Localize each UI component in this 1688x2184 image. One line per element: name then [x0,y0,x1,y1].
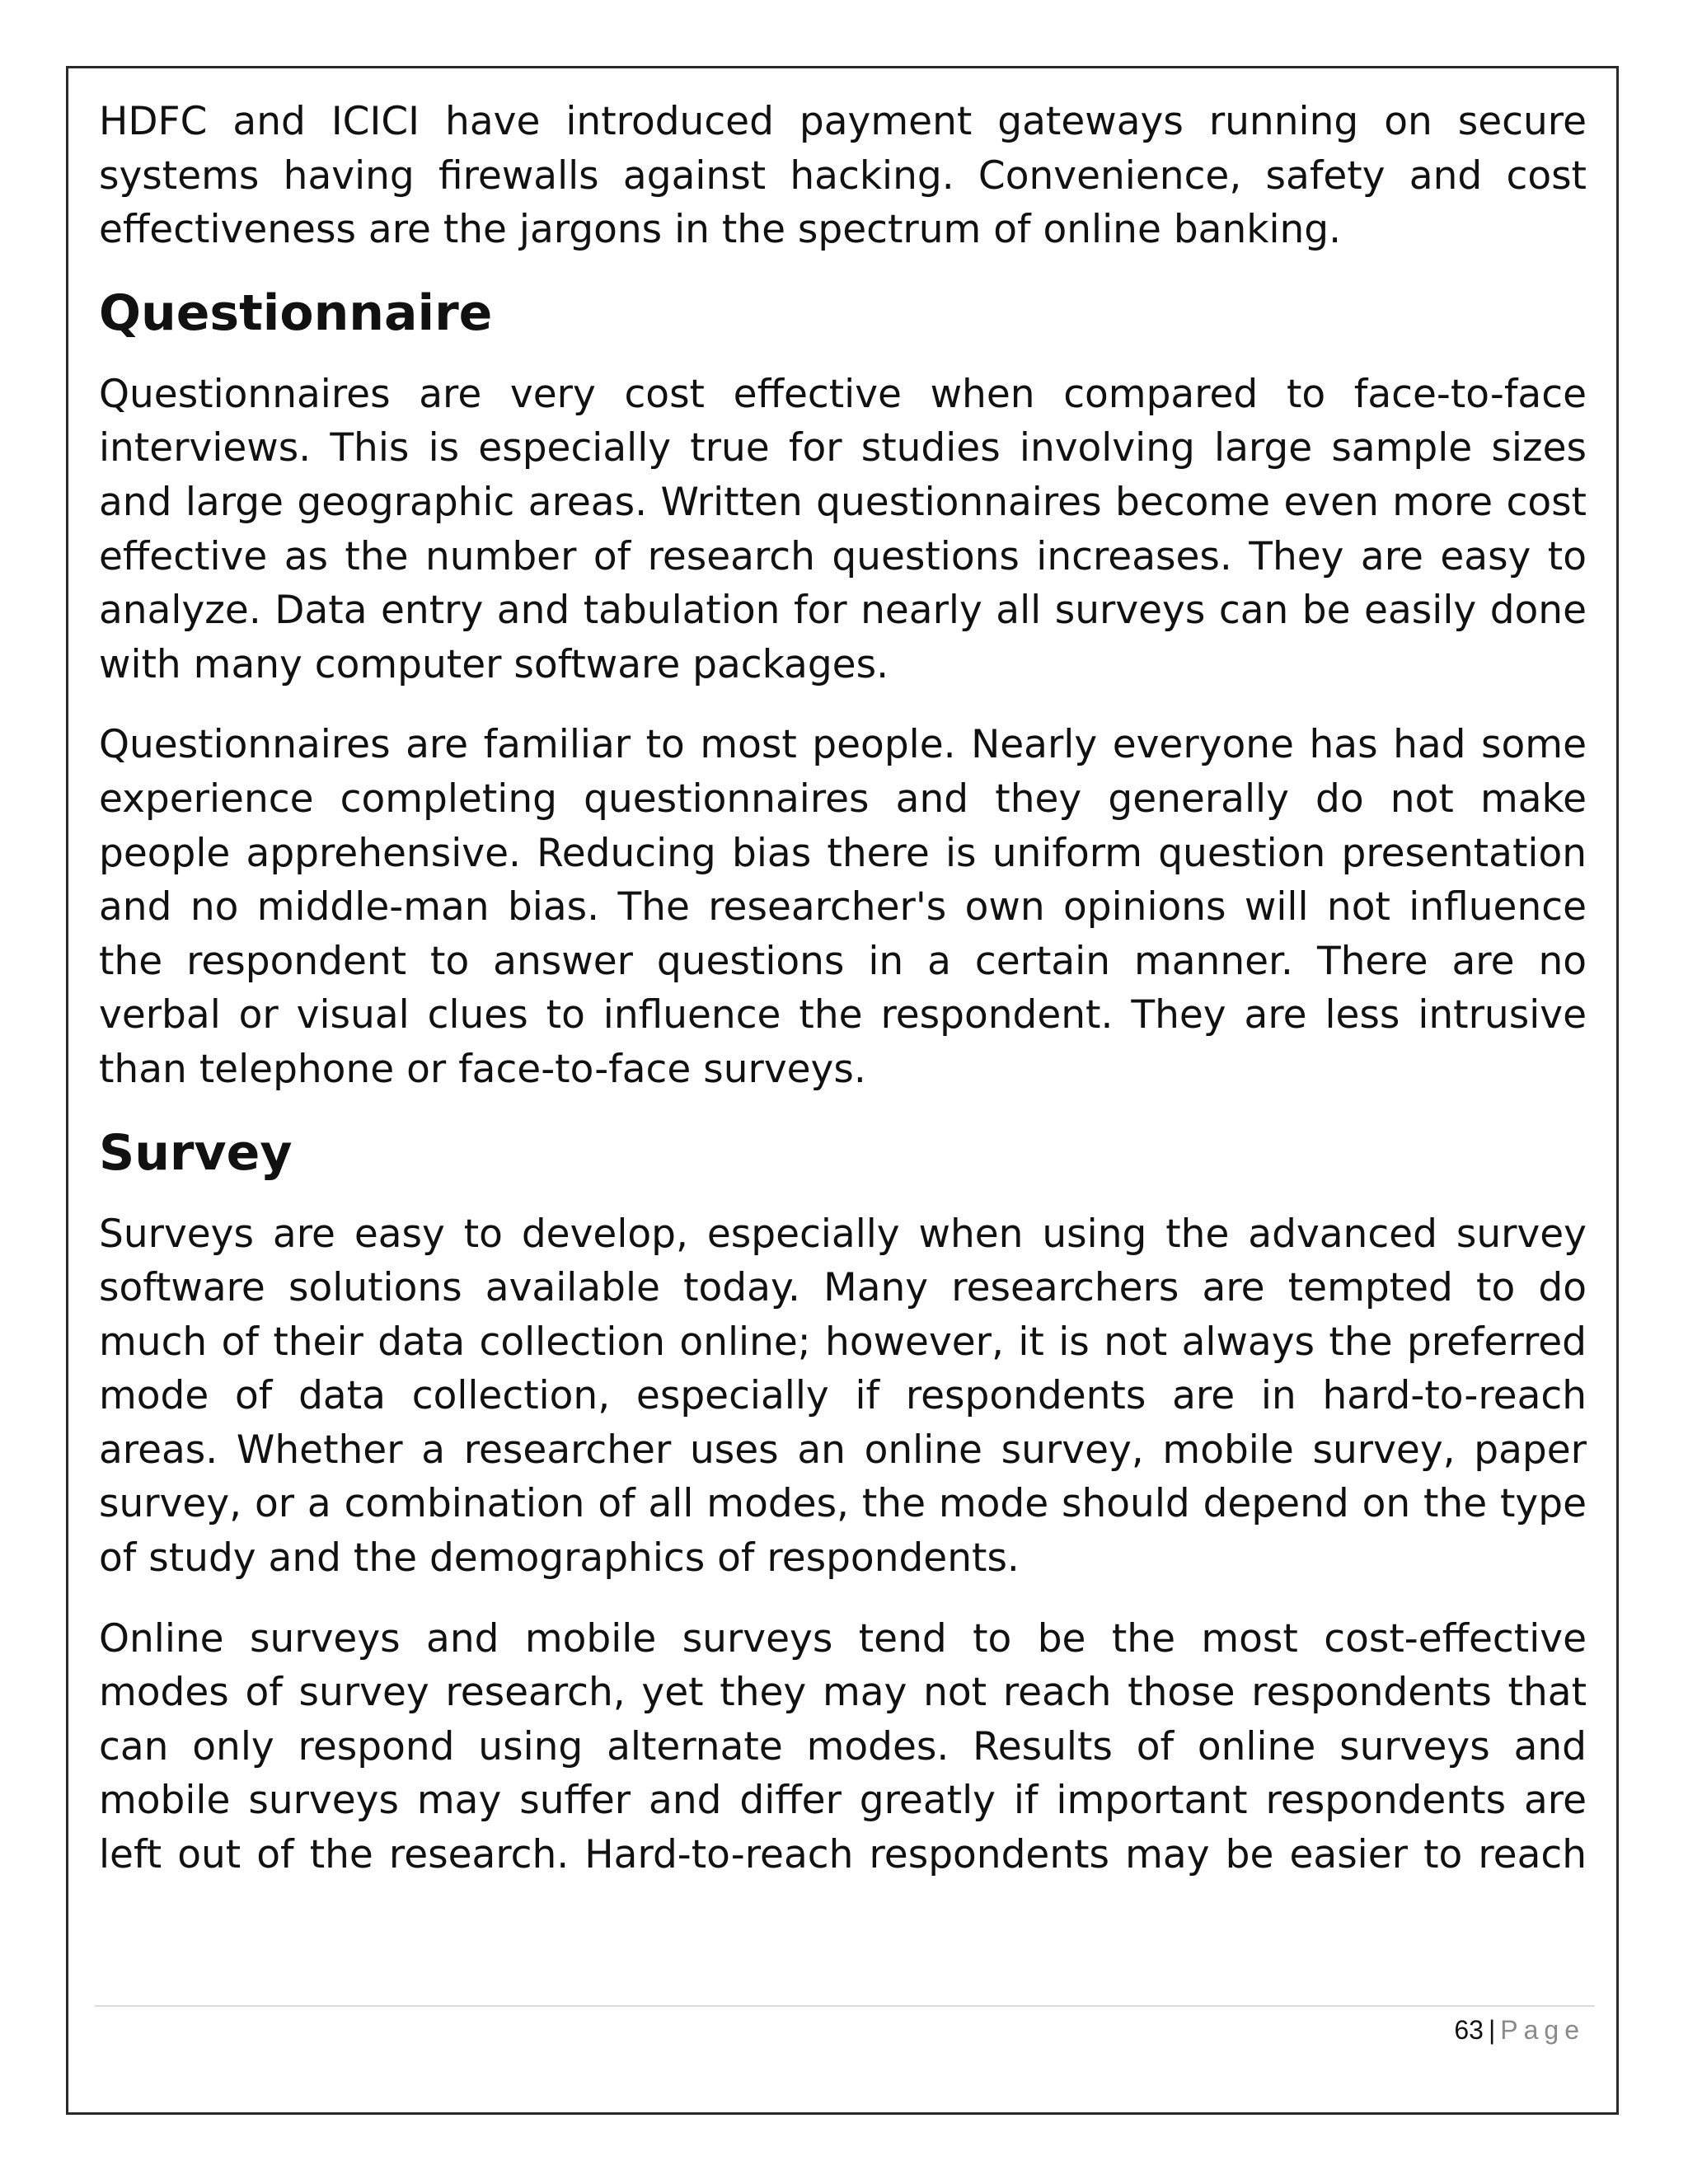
questionnaire-paragraph-2: Questionnaires are familiar to most people. Nearly everyone has had some experience completing questionnaires and they generally do not make people apprehensive. Reducing bias there is uniform question presentation and no middle-man bias. The researcher's own opinions will not influence the respondent to answer questions in a certain manner. There are no verbal or visual clues to influence the respondent. They are less intrusive than telephone or face-to-face surveys. [99,722,1587,1092]
questionnaire-paragraph-1: Questionnaires are very cost effective when compared to face-to-face interviews. This is especially true for studies involving large sample sizes and large geographic areas. Written questionnaires become even more cost effective as the number of research questions increases. They are easy to analyze. Data entry and tabulation for nearly all surveys can be easily done with many computer software packages. [99,371,1587,687]
page-number: 63 [1454,2015,1484,2045]
survey-paragraph-2: Online surveys and mobile surveys tend to be the most cost-effective modes of survey research, yet they may not reach those respondents that can only respond using alternate modes. Results of online surveys and mobile surveys may suffer and differ greatly if important respondents are left out of the research. Hard-to-reach respondents may be easier to reach [99,1615,1587,1878]
section-heading-questionnaire: Questionnaire [99,284,493,342]
survey-paragraph-1: Surveys are easy to develop, especially when using the advanced survey software solutions available today. Many researchers are tempted to do much of their data collection online; however, it is not always the preferred mode of data collection, especially if respondents are in hard-to-reach areas. Whether a researcher uses an online survey, mobile survey, paper survey, or a combination of all modes, the mode should depend on the type of study and the demographics of respondents. [99,1211,1587,1582]
intro-paragraph: HDFC and ICICI have introduced payment gateways running on secure systems having firewalls against hacking. Convenience, safety and cost effectiveness are the jargons in the spectrum of online banking. [99,99,1587,253]
section-heading-survey: Survey [99,1123,293,1182]
footer-divider [95,2005,1595,2007]
footer-separator: | [1488,2015,1496,2045]
document-body [99,95,1587,1909]
page-label: Page [1500,2015,1585,2045]
page-footer [1454,2009,1585,2050]
